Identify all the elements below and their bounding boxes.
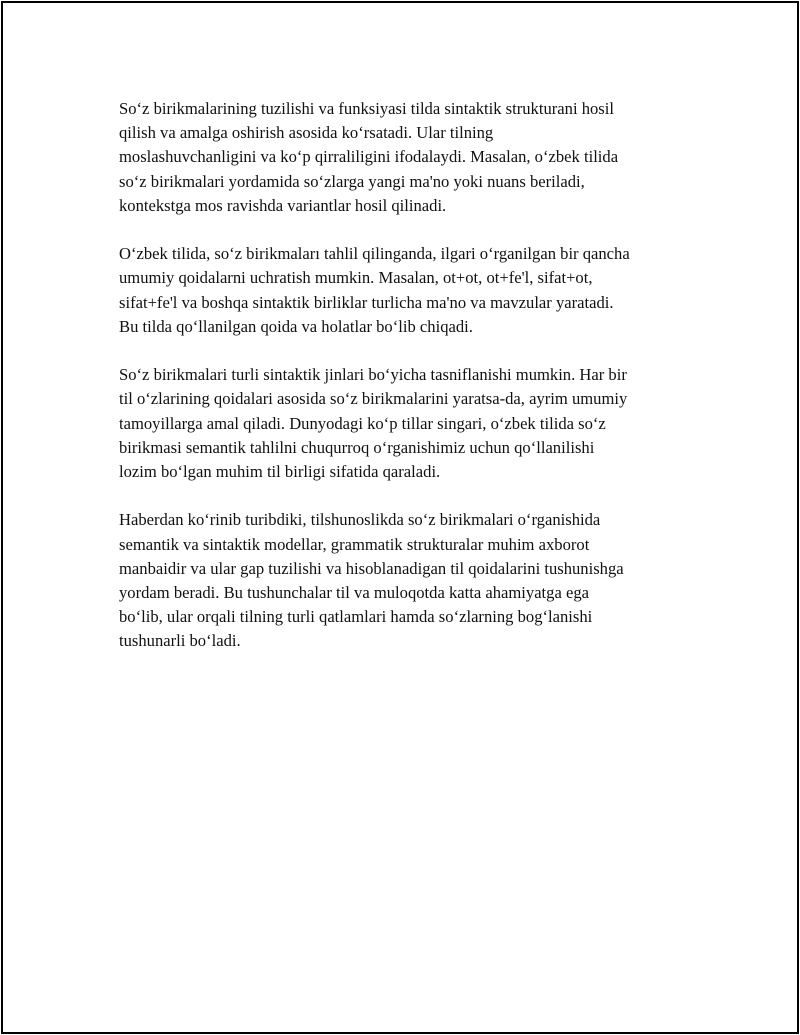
- text-line: Bu tilda qo‘llanilgan qoida va holatlar bo‘lib chiqadi.: [119, 316, 473, 336]
- text-line: tushunarli bo‘ladi.: [119, 631, 241, 651]
- paragraph-4: [119, 508, 699, 653]
- document-body: [119, 97, 699, 678]
- text-line: bo‘lib, ular orqali tilning turli qatlamlari hamda so‘zlarning bog‘lanishi: [119, 607, 593, 627]
- page-frame: [1, 1, 799, 1034]
- text-line: qilish va amalga oshirish asosida ko‘rsatadi. Ular tilning: [119, 123, 494, 143]
- text-line: O‘zbek tilida, so‘z birikmaları tahlil qilinganda, ilgari o‘rganilgan bir qancha: [119, 244, 630, 264]
- text-line: Haberdan ko‘rinib turibdiki, tilshunoslikda so‘z birikmalari o‘rganishida: [119, 510, 601, 530]
- text-line: til o‘zlarining qoidalari asosida so‘z birikmalarini yaratsa-da, ayrim umumiy: [119, 389, 628, 409]
- text-line: sifat+fe'l va boshqa sintaktik birliklar turlicha ma'no va mavzular yaratadi.: [119, 292, 614, 312]
- text-line: moslashuvchanligini va ko‘p qirraliligini ifodalaydi. Masalan, o‘zbek tilida: [119, 147, 619, 167]
- paragraph-3: [119, 363, 699, 484]
- text-line: So‘z birikmalari turli sintaktik jinlari bo‘yicha tasniflanishi mumkin. Har bir: [119, 365, 627, 385]
- text-line: umumiy qoidalarni uchratish mumkin. Masalan, ot+ot, ot+fe'l, sifat+ot,: [119, 268, 593, 288]
- text-line: So‘z birikmalarining tuzilishi va funksiyasi tilda sintaktik strukturani hosil: [119, 99, 614, 118]
- text-line: yordam beradi. Bu tushunchalar til va muloqotda katta ahamiyatga ega: [119, 583, 590, 603]
- text-line: manbaidir va ular gap tuzilishi va hisoblanadigan til qoidalarini tushunishga: [119, 558, 624, 578]
- text-line: kontekstga mos ravishda variantlar hosil qilinadi.: [119, 195, 447, 215]
- text-line: lozim bo‘lgan muhim til birligi sifatida qaraladi.: [119, 462, 441, 482]
- text-line: birikmasi semantik tahlilni chuqurroq o‘rganishimiz uchun qo‘llanilishi: [119, 437, 595, 457]
- text-line: tamoyillarga amal qiladi. Dunyodagi ko‘p tillar singari, o‘zbek tilida so‘z: [119, 413, 606, 433]
- paragraph-2: [119, 242, 699, 339]
- text-line: semantik va sintaktik modellar, grammatik strukturalar muhim axborot: [119, 534, 590, 554]
- text-line: so‘z birikmalari yordamida so‘zlarga yangi ma'no yoki nuans beriladi,: [119, 171, 585, 191]
- paragraph-1: [119, 97, 699, 218]
